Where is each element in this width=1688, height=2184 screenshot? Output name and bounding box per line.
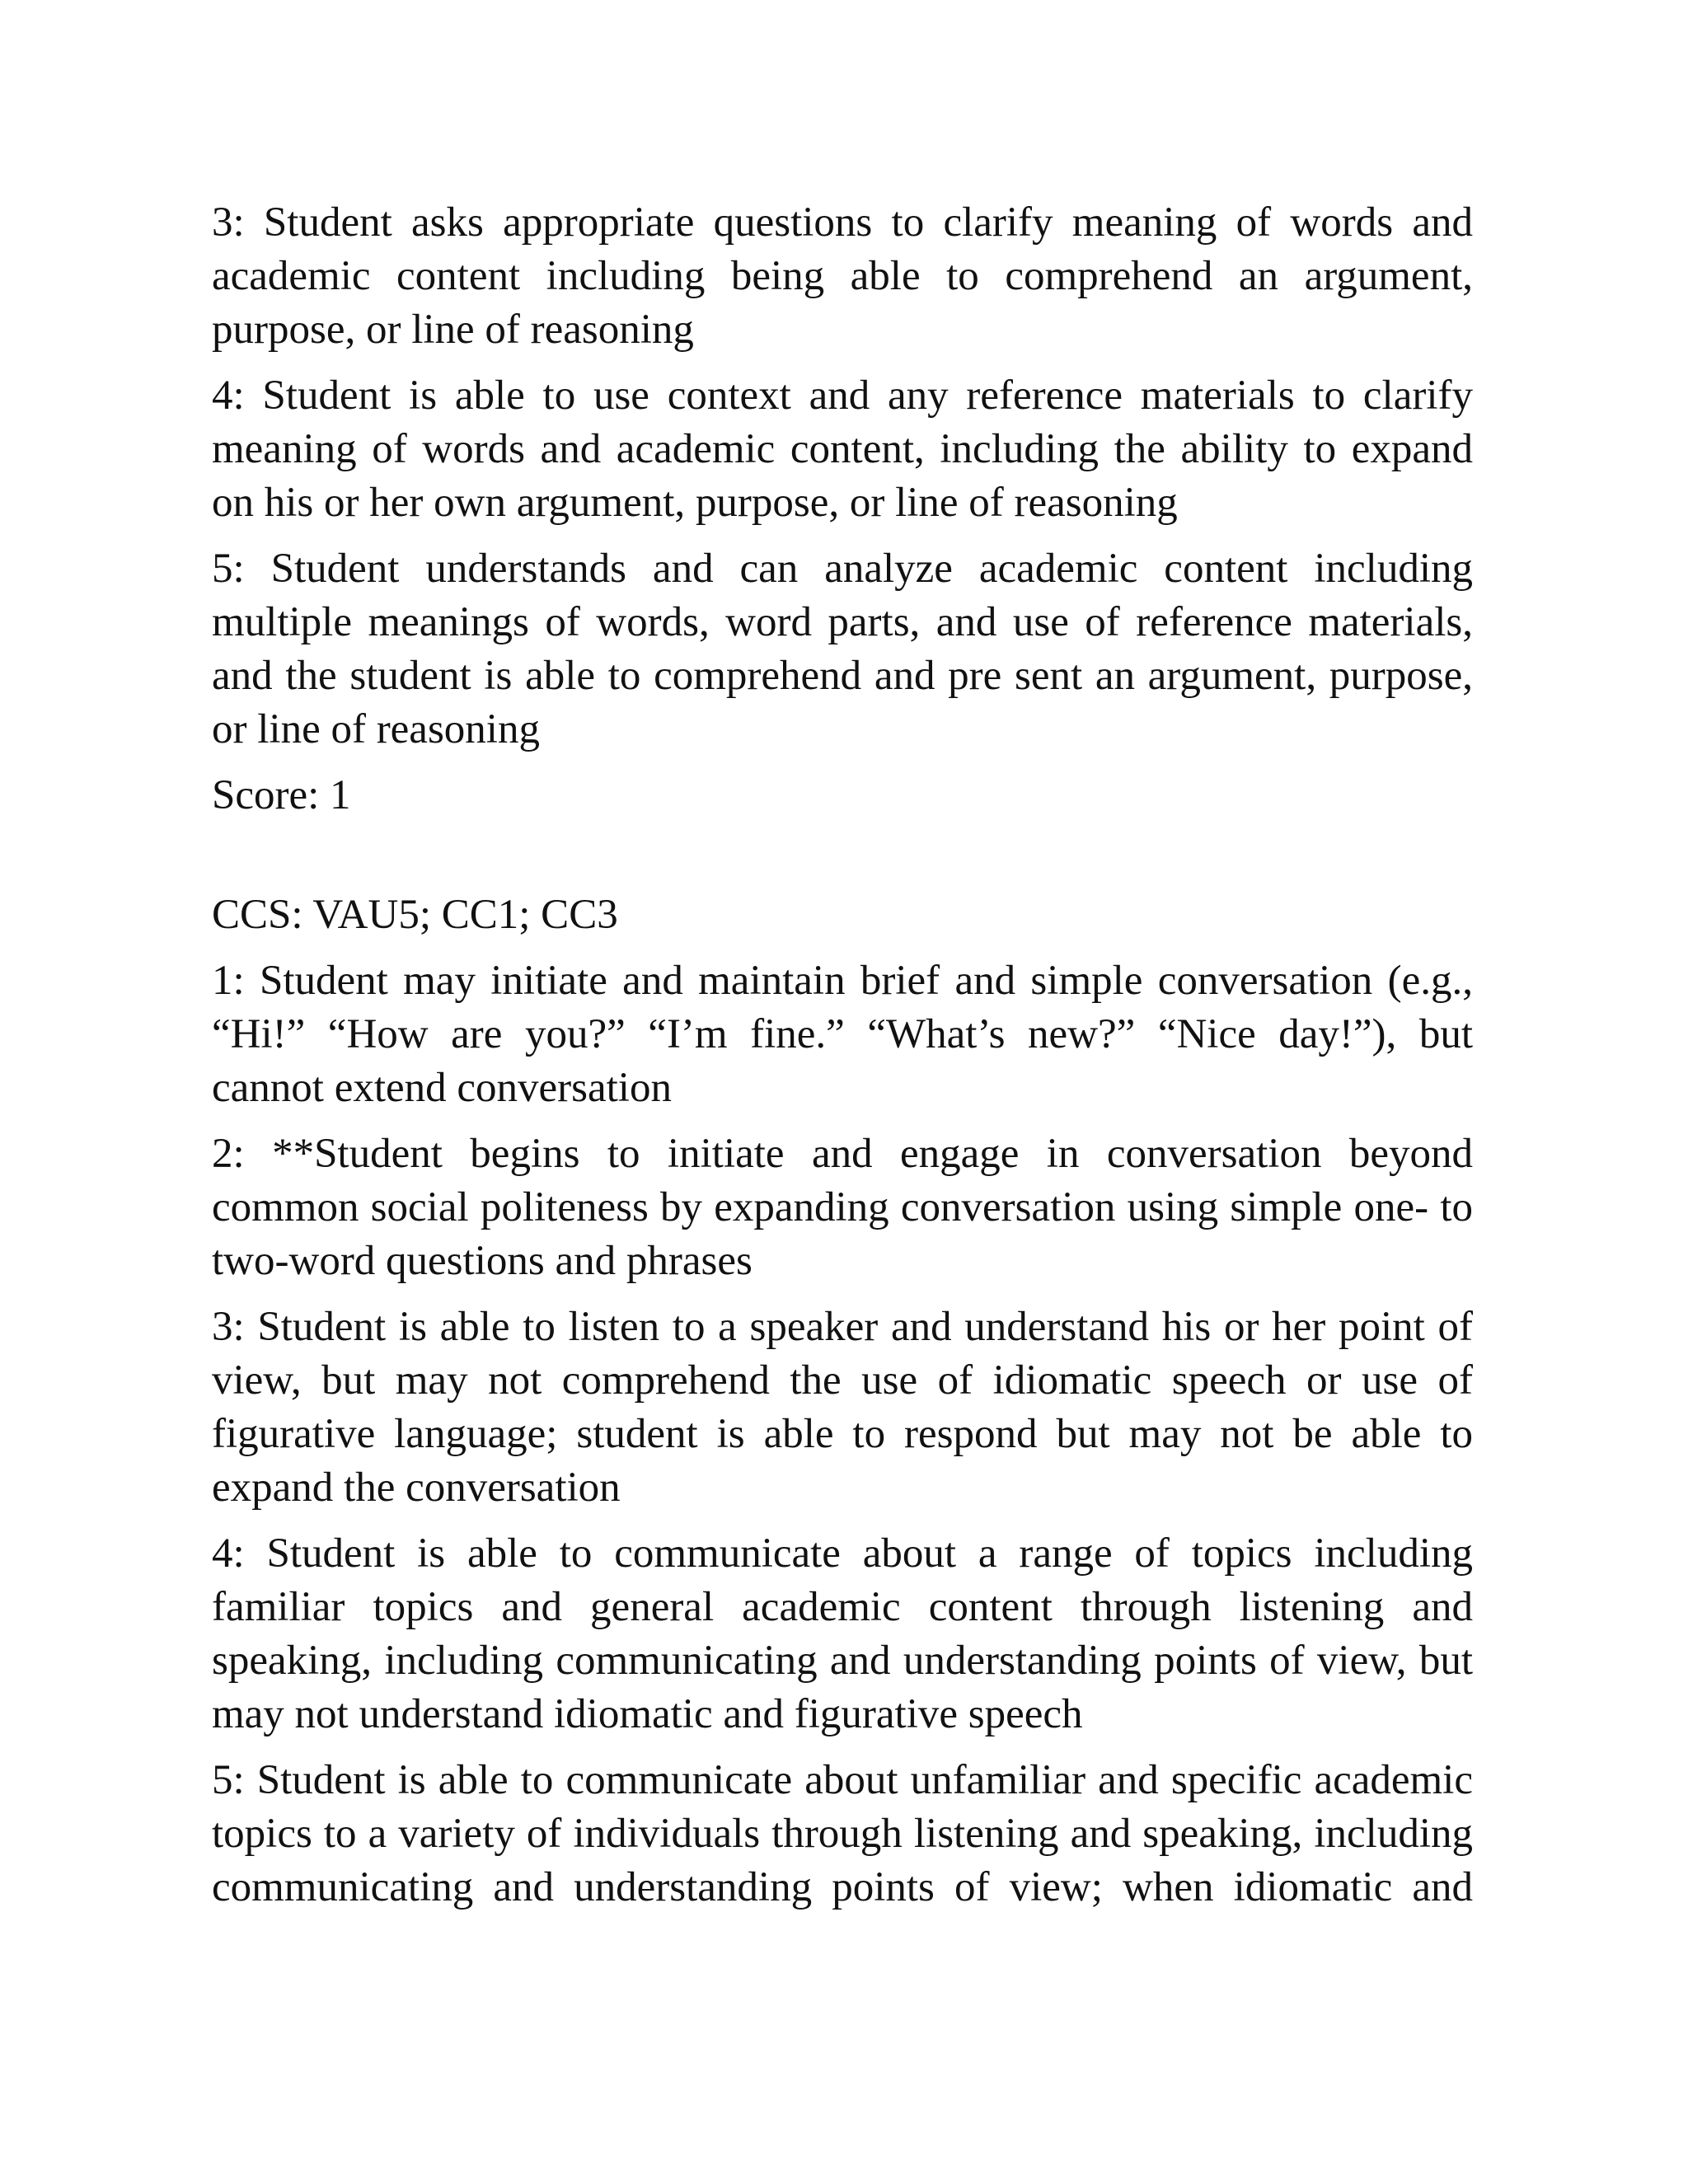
rubric-level-3: 3: Student asks appropriate questions to clarify meaning of words and academic content including being able to comprehend an argument, purpose, or line of reasoning [212, 199, 1473, 353]
rubric-level-5: 5: Student understands and can analyze academic content including multiple meanings of words, word parts, and use of reference materials, and the student is able to comprehend and pre sent an argument, purpose, or line of reasoning [212, 546, 1473, 752]
rubric-level-3: 3: Student is able to listen to a speaker and understand his or her point of view, but may not comprehend the use of idiomatic speech or use of figurative language; student is able to respond but may not be able to expand the conversation [212, 1304, 1473, 1511]
rubric-level-4: 4: Student is able to use context and any reference materials to clarify meaning of words and academic content, including the ability to expand on his or her own argument, purpose, or line of reasoning [212, 373, 1473, 526]
score-line: Score: 1 [212, 772, 351, 818]
rubric-level-2: 2: **Student begins to initiate and engage in conversation beyond common social politeness by expanding conversation using simple one- to two-word questions and phrases [212, 1131, 1473, 1284]
rubric-level-4: 4: Student is able to communicate about a range of topics including familiar topics and general academic content through listening and speaking, including communicating and understanding points of view, but may not understand idiomatic and figurative speech [212, 1530, 1473, 1737]
rubric-level-5: 5: Student is able to communicate about unfamiliar and specific academic topics to a variety of individuals through listening and speaking, including communicating and understanding points of view; when idiomatic and [212, 1757, 1473, 1910]
section-gap [212, 835, 1473, 888]
ccs-heading: CCS: VAU5; CC1; CC3 [212, 892, 618, 938]
rubric-level-1: 1: Student may initiate and maintain brief and simple conversation (e.g., “Hi!” “How are you?” “I’m fine.” “What’s new?” “Nice day!”), but cannot extend conversation [212, 958, 1473, 1111]
document-body [212, 196, 1473, 1927]
